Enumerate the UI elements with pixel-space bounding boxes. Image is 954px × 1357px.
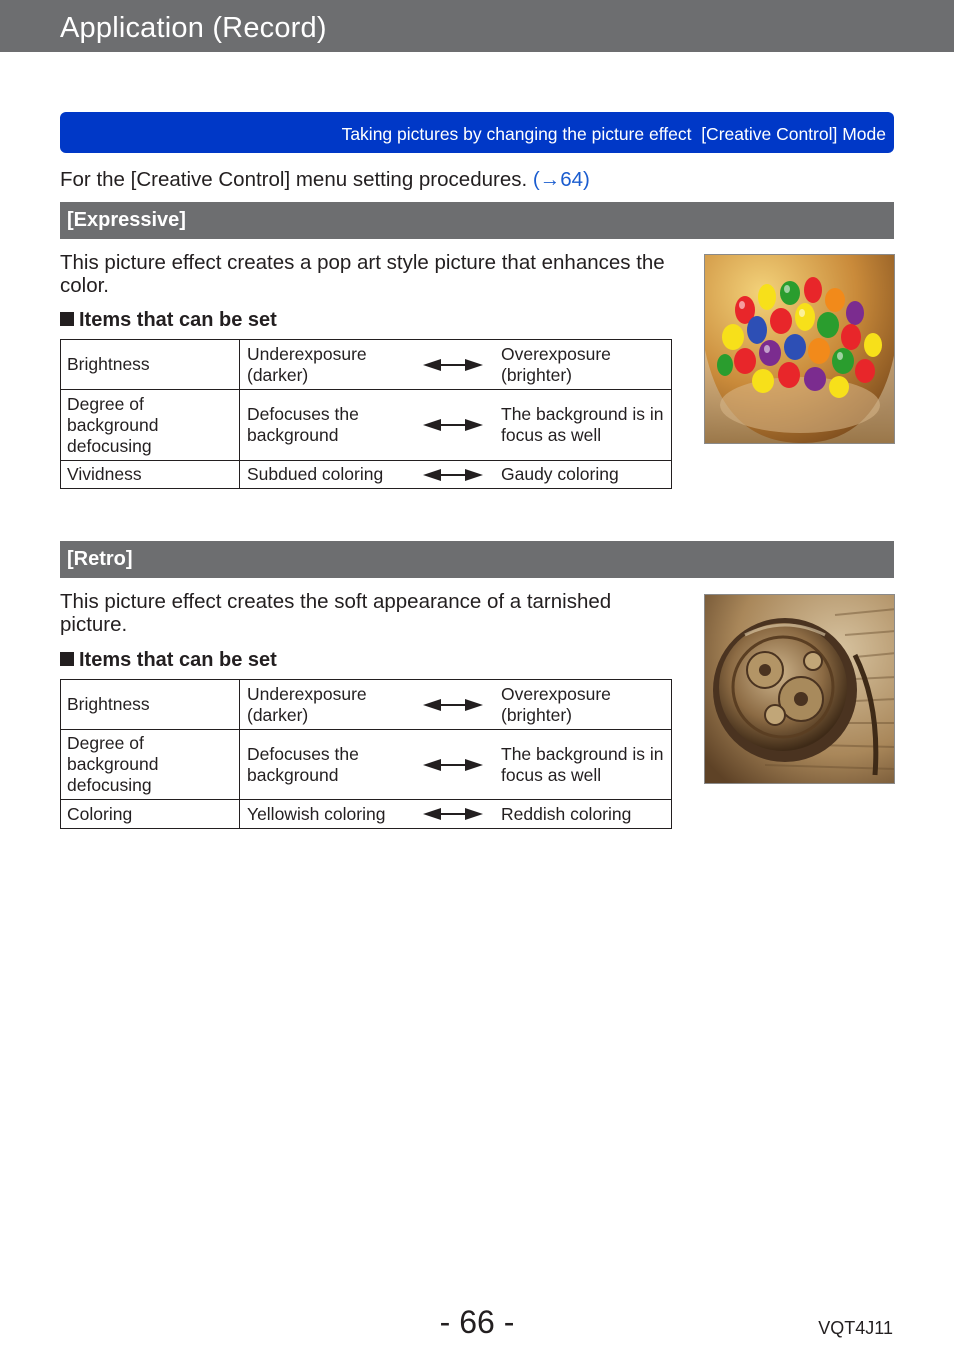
setting-name: Degree of background defocusing <box>61 730 240 800</box>
expressive-sample-photo <box>704 254 895 444</box>
section-bar-expressive <box>60 202 894 239</box>
items-heading-text: Items that can be set <box>79 309 277 331</box>
range-low-label: Defocuses the background <box>247 404 359 445</box>
range-high-label: Gaudy coloring <box>501 464 619 484</box>
table-row <box>61 390 672 461</box>
settings-table-expressive <box>60 339 672 489</box>
table-row <box>61 340 672 390</box>
range-high-label: The background is in focus as well <box>501 743 664 785</box>
range-high-label: Reddish coloring <box>501 803 632 824</box>
range-low-label: Defocuses the background <box>247 743 359 785</box>
settings-table-retro <box>60 679 672 829</box>
section-description: This picture effect creates a pop art style picture that enhances the color. <box>60 251 665 297</box>
range-high-label: Overexposure (brighter) <box>501 343 611 385</box>
setting-name: Degree of background defocusing <box>61 390 240 461</box>
section-bar-retro <box>60 541 894 578</box>
items-heading-text: Items that can be set <box>79 649 277 671</box>
mode-banner <box>60 112 894 153</box>
range-low-label: Yellowish coloring <box>247 803 386 824</box>
items-heading <box>60 309 277 332</box>
mode-banner-text: Taking pictures by changing the picture effect [Creative Control] Mode <box>341 124 886 144</box>
square-bullet-icon <box>60 652 74 666</box>
range-high-label: Overexposure (brighter) <box>501 683 611 725</box>
double-arrow-icon <box>423 419 501 431</box>
setting-name: Vividness <box>61 461 240 489</box>
double-arrow-icon <box>423 469 501 481</box>
range-low-label: Subdued coloring <box>247 464 384 484</box>
setting-name: Brightness <box>61 340 240 390</box>
section-title: [Retro] <box>67 548 133 570</box>
table-row <box>61 680 672 730</box>
range-low-label: Underexposure (darker) <box>247 683 367 725</box>
section-title: [Expressive] <box>67 209 186 231</box>
square-bullet-icon <box>60 312 74 326</box>
table-row <box>61 730 672 800</box>
double-arrow-icon <box>423 759 501 771</box>
page-reference-link[interactable]: (→64) <box>532 168 590 191</box>
table-row <box>61 461 672 489</box>
intro-text: For the [Creative Control] menu setting procedures. <box>60 168 533 191</box>
document-code: VQT4J11 <box>818 1318 893 1338</box>
setting-name: Coloring <box>61 800 240 829</box>
page-number: - 66 - <box>439 1304 515 1340</box>
range-high-label: The background is in focus as well <box>501 404 664 445</box>
page-header-title: Application (Record) <box>60 12 327 44</box>
setting-name: Brightness <box>61 680 240 730</box>
double-arrow-icon <box>423 359 501 371</box>
double-arrow-icon <box>423 699 501 711</box>
items-heading <box>60 649 277 672</box>
range-low-label: Underexposure (darker) <box>247 343 367 385</box>
double-arrow-icon <box>423 808 501 820</box>
intro-line <box>60 168 590 192</box>
page-header <box>0 0 954 52</box>
retro-sample-photo <box>704 594 895 784</box>
section-description: This picture effect creates the soft appearance of a tarnished picture. <box>60 590 612 636</box>
table-row <box>61 800 672 829</box>
